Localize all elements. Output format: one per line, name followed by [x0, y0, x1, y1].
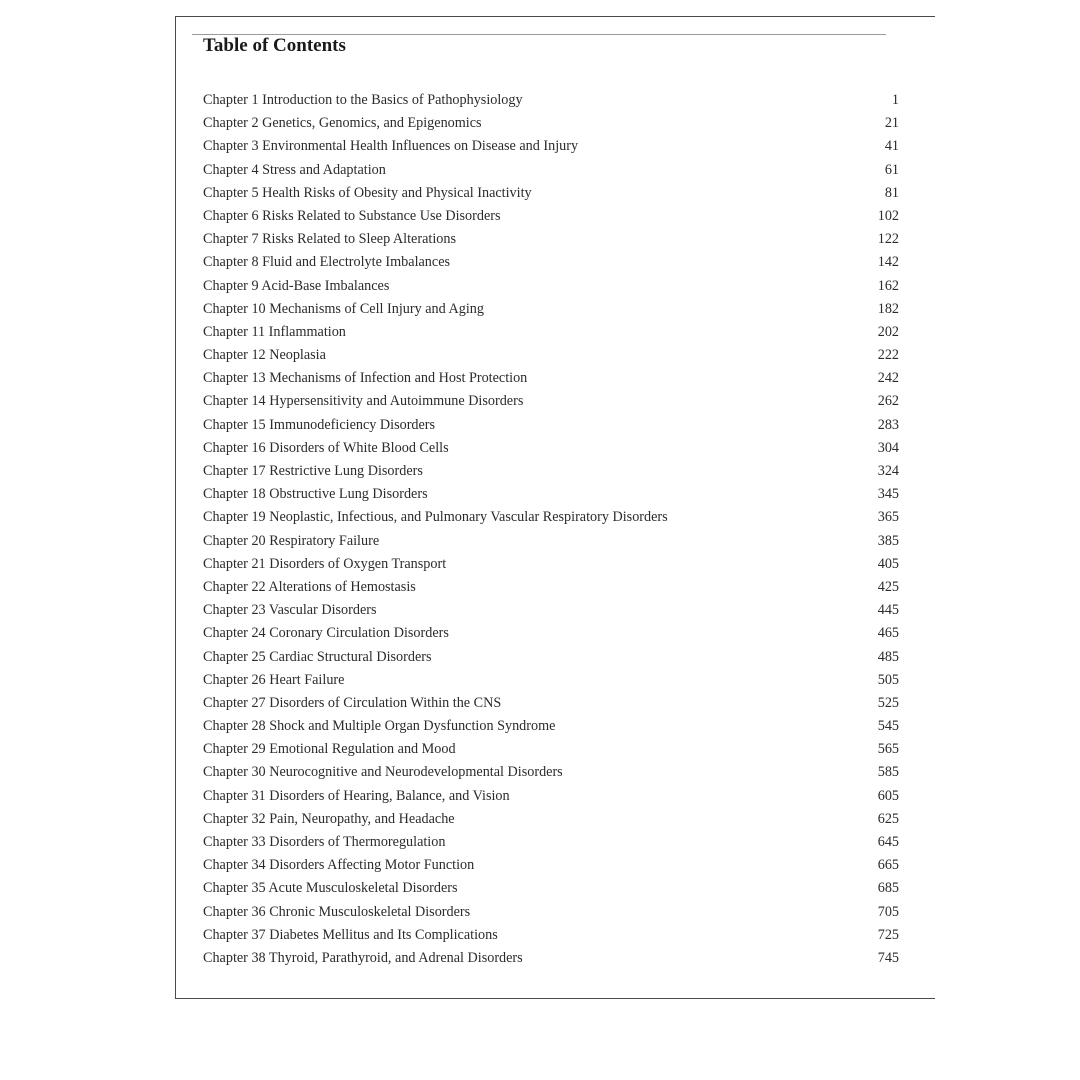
toc-entry-page-number: 525	[877, 694, 899, 711]
toc-entry-page-number: 425	[877, 578, 899, 595]
toc-entry-page-number: 405	[877, 555, 899, 572]
toc-entry-label: Chapter 19 Neoplastic, Infectious, and Pulmonary Vascular Respiratory Disorders	[203, 509, 668, 526]
toc-entry-page-number: 162	[877, 277, 899, 294]
toc-entry-page-number: 81	[884, 184, 899, 201]
toc-entry-label: Chapter 25 Cardiac Structural Disorders	[203, 648, 432, 665]
toc-entry-label: Chapter 7 Risks Related to Sleep Alterations	[203, 231, 456, 248]
toc-entry-page-number: 705	[877, 903, 899, 920]
toc-entry-label: Chapter 13 Mechanisms of Infection and Host Protection	[203, 370, 528, 387]
toc-entry-page-number: 665	[877, 857, 899, 874]
toc-entry[interactable]	[203, 599, 899, 622]
toc-entry-label: Chapter 38 Thyroid, Parathyroid, and Adrenal Disorders	[203, 949, 523, 966]
toc-entry-page-number: 545	[877, 718, 899, 735]
toc-entry-page-number: 505	[877, 671, 899, 688]
toc-entry[interactable]	[203, 785, 899, 808]
toc-entry-label: Chapter 15 Immunodeficiency Disorders	[203, 416, 436, 433]
toc-entry-label: Chapter 27 Disorders of Circulation Within the CNS	[203, 694, 502, 711]
toc-entry-page-number: 725	[877, 926, 899, 943]
toc-entry[interactable]	[203, 924, 899, 947]
toc-entry-label: Chapter 16 Disorders of White Blood Cells	[203, 439, 449, 456]
toc-entry-page-number: 345	[877, 486, 899, 503]
toc-entry[interactable]	[203, 646, 899, 669]
toc-entry-label: Chapter 6 Risks Related to Substance Use Disorders	[203, 207, 501, 224]
toc-entry[interactable]	[203, 669, 899, 692]
toc-entry-label: Chapter 12 Neoplasia	[203, 347, 326, 364]
toc-entry-label: Chapter 4 Stress and Adaptation	[203, 161, 386, 178]
toc-entry-page-number: 304	[877, 439, 899, 456]
toc-entry[interactable]	[203, 692, 899, 715]
toc-entry[interactable]	[203, 622, 899, 645]
toc-entry-label: Chapter 2 Genetics, Genomics, and Epigenomics	[203, 115, 482, 132]
toc-entry-page-number: 142	[877, 254, 899, 271]
toc-entry-label: Chapter 32 Pain, Neuropathy, and Headache	[203, 810, 455, 827]
toc-entry[interactable]	[203, 344, 899, 367]
toc-entry-page-number: 585	[877, 764, 899, 781]
toc-entry[interactable]	[203, 761, 899, 784]
toc-entry-label: Chapter 1 Introduction to the Basics of Pathophysiology	[203, 92, 523, 108]
toc-entry-page-number: 485	[877, 648, 899, 665]
toc-entry-page-number: 21	[884, 115, 899, 132]
toc-entry[interactable]	[203, 901, 899, 924]
toc-entry[interactable]	[203, 437, 899, 460]
toc-entry[interactable]	[203, 205, 899, 228]
toc-entry-label: Chapter 33 Disorders of Thermoregulation	[203, 834, 446, 850]
toc-entry-page-number: 102	[877, 207, 899, 224]
toc-entry-label: Chapter 8 Fluid and Electrolyte Imbalances	[203, 254, 451, 271]
toc-entry[interactable]	[203, 947, 899, 970]
toc-entry-label: Chapter 26 Heart Failure	[203, 671, 345, 688]
toc-entry[interactable]	[203, 275, 899, 298]
toc-entry-label: Chapter 5 Health Risks of Obesity and Physical Inactivity	[203, 184, 532, 201]
toc-entry[interactable]	[203, 182, 899, 205]
toc-entry[interactable]	[203, 808, 899, 831]
toc-entry[interactable]	[203, 321, 899, 344]
toc-entry[interactable]	[203, 854, 899, 877]
toc-entry-page-number: 182	[877, 300, 899, 317]
toc-entry[interactable]	[203, 460, 899, 483]
toc-entry-page-number: 445	[877, 602, 899, 619]
toc-entry-label: Chapter 24 Coronary Circulation Disorders	[203, 625, 449, 642]
toc-entry-label: Chapter 34 Disorders Affecting Motor Function	[203, 857, 475, 874]
toc-entry[interactable]	[203, 89, 899, 112]
toc-entry[interactable]	[203, 831, 899, 854]
toc-entry[interactable]	[203, 251, 899, 274]
toc-entry-page-number: 262	[877, 393, 899, 410]
toc-entry-label: Chapter 36 Chronic Musculoskeletal Disorders	[203, 903, 471, 920]
toc-entry-page-number: 41	[884, 138, 899, 155]
toc-entry-label: Chapter 35 Acute Musculoskeletal Disorders	[203, 880, 458, 897]
toc-entry-page-number: 122	[877, 231, 899, 248]
toc-entry-label: Chapter 31 Disorders of Hearing, Balance, and Vision	[203, 787, 510, 804]
toc-entry-label: Chapter 10 Mechanisms of Cell Injury and Aging	[203, 300, 484, 317]
toc-entry-page-number: 385	[877, 532, 899, 549]
toc-entry[interactable]	[203, 159, 899, 182]
toc-entry-page-number: 222	[877, 347, 899, 364]
toc-entry-page-number: 365	[877, 509, 899, 526]
toc-entry-page-number: 61	[884, 161, 899, 178]
toc-entry-label: Chapter 30 Neurocognitive and Neurodevelopmental Disorders	[203, 764, 563, 781]
toc-entry[interactable]	[203, 877, 899, 900]
toc-entry-label: Chapter 22 Alterations of Hemostasis	[203, 578, 416, 595]
toc-entry[interactable]	[203, 530, 899, 553]
toc-entry-page-number: 685	[877, 880, 899, 897]
toc-entry-page-number: 745	[877, 949, 899, 966]
toc-entry[interactable]	[203, 228, 899, 251]
toc-entry[interactable]	[203, 553, 899, 576]
toc-entry[interactable]	[203, 738, 899, 761]
toc-entry-label: Chapter 17 Restrictive Lung Disorders	[203, 463, 423, 479]
toc-entry-page-number: 324	[877, 463, 899, 479]
toc-entry[interactable]	[203, 715, 899, 738]
toc-entry[interactable]	[203, 367, 899, 390]
toc-list	[203, 89, 899, 970]
toc-entry-label: Chapter 28 Shock and Multiple Organ Dysfunction Syndrome	[203, 718, 556, 735]
toc-entry[interactable]	[203, 414, 899, 437]
toc-entry[interactable]	[203, 298, 899, 321]
toc-entry-label: Chapter 3 Environmental Health Influences on Disease and Injury	[203, 138, 579, 155]
toc-entry-label: Chapter 11 Inflammation	[203, 323, 346, 340]
toc-entry-label: Chapter 23 Vascular Disorders	[203, 602, 377, 619]
toc-entry-label: Chapter 29 Emotional Regulation and Mood	[203, 741, 456, 758]
toc-entry-label: Chapter 21 Disorders of Oxygen Transport	[203, 555, 447, 572]
toc-entry-label: Chapter 9 Acid-Base Imbalances	[203, 277, 390, 294]
toc-entry-page-number: 202	[877, 323, 899, 340]
toc-entry-page-number: 645	[877, 834, 899, 850]
toc-entry-label: Chapter 37 Diabetes Mellitus and Its Complications	[203, 926, 498, 943]
toc-entry-page-number: 465	[877, 625, 899, 642]
toc-entry[interactable]	[203, 390, 899, 413]
toc-entry[interactable]	[203, 576, 899, 599]
toc-entry-page-number: 625	[877, 810, 899, 827]
toc-entry-page-number: 242	[877, 370, 899, 387]
toc-entry-label: Chapter 20 Respiratory Failure	[203, 532, 380, 549]
toc-entry-page-number: 565	[877, 741, 899, 758]
toc-entry[interactable]	[203, 506, 899, 529]
toc-entry-label: Chapter 14 Hypersensitivity and Autoimmune Disorders	[203, 393, 524, 410]
toc-entry-page-number: 1	[891, 92, 899, 108]
toc-entry-label: Chapter 18 Obstructive Lung Disorders	[203, 486, 428, 503]
toc-entry-page-number: 283	[877, 416, 899, 433]
toc-entry[interactable]	[203, 135, 899, 158]
page-title: Table of Contents	[203, 35, 346, 56]
toc-entry[interactable]	[203, 483, 899, 506]
toc-entry-page-number: 605	[877, 787, 899, 804]
toc-entry[interactable]	[203, 112, 899, 135]
